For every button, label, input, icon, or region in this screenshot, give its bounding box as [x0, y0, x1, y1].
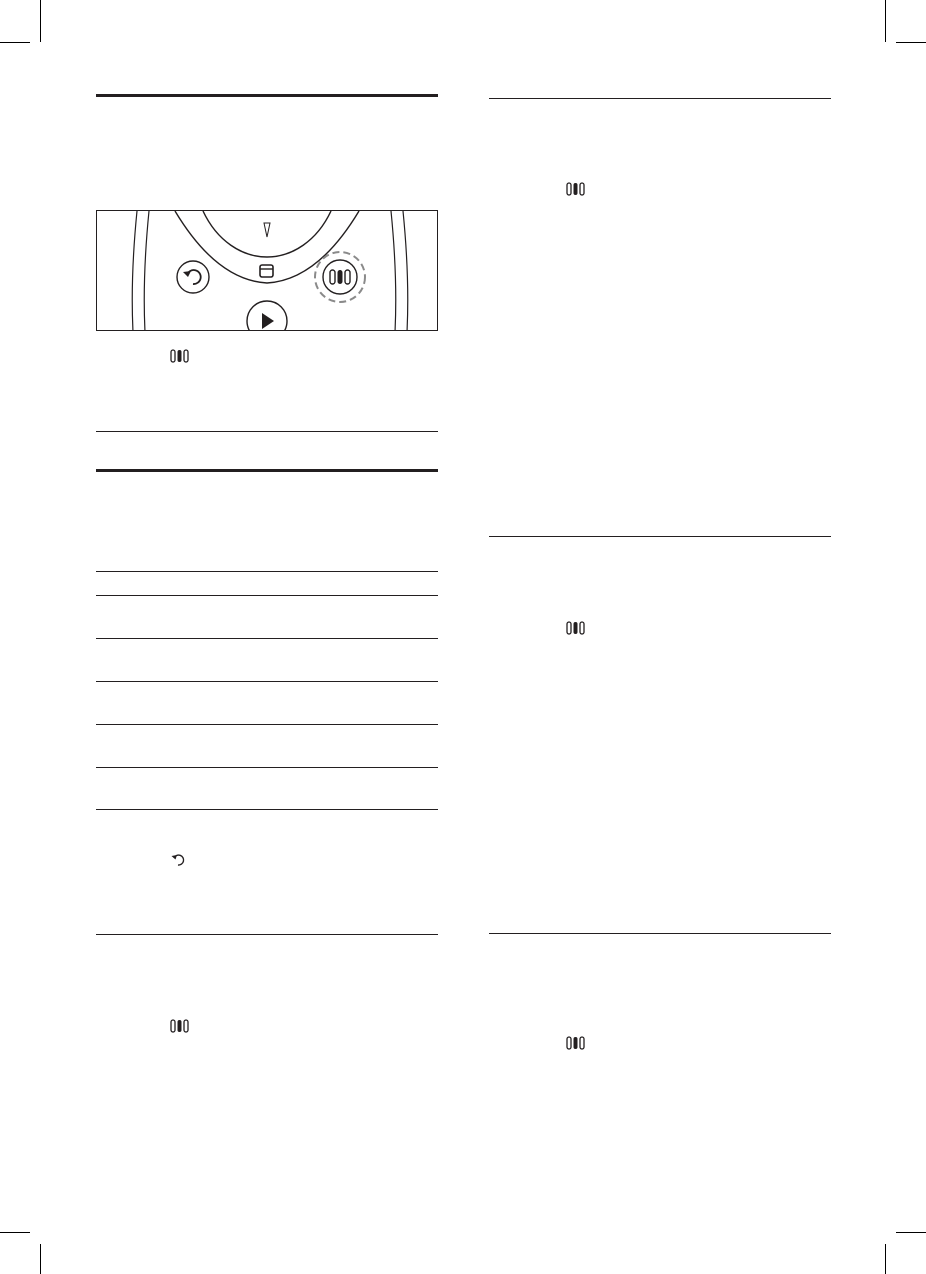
rule: [489, 933, 831, 934]
rule: [96, 431, 438, 432]
rule: [96, 934, 438, 935]
crop-mark-br-v: [885, 1244, 886, 1274]
crop-mark-br-h: [896, 1232, 926, 1233]
crop-mark-tl-v: [40, 0, 41, 42]
crop-mark-tr-h: [896, 42, 926, 43]
crop-mark-bl-h: [0, 1232, 30, 1233]
section-rule-top: [96, 94, 438, 97]
play-button[interactable]: [247, 301, 287, 331]
nav-pointer-icon[interactable]: [264, 223, 270, 237]
options-icon: [566, 1036, 585, 1050]
crop-mark-tl-h: [0, 42, 30, 43]
table-rule: [96, 571, 438, 572]
table-rule: [96, 809, 438, 810]
remote-illustration: [97, 211, 438, 331]
rule: [489, 98, 831, 99]
rule: [489, 536, 831, 537]
table-rule: [96, 724, 438, 725]
crop-mark-tr-v: [885, 0, 886, 42]
options-icon: [170, 1019, 189, 1033]
back-button[interactable]: [177, 261, 209, 293]
options-icon: [566, 182, 585, 196]
crop-mark-bl-v: [40, 1244, 41, 1274]
table-rule: [96, 767, 438, 768]
options-icon: [566, 621, 585, 635]
table-rule: [96, 595, 438, 596]
options-icon: [170, 349, 189, 363]
back-icon: [171, 853, 185, 867]
table-rule: [96, 638, 438, 639]
table-rule: [96, 681, 438, 682]
options-button[interactable]: [315, 252, 365, 302]
home-icon[interactable]: [260, 265, 273, 277]
section-rule: [96, 469, 438, 472]
remote-control-figure: [96, 210, 438, 331]
